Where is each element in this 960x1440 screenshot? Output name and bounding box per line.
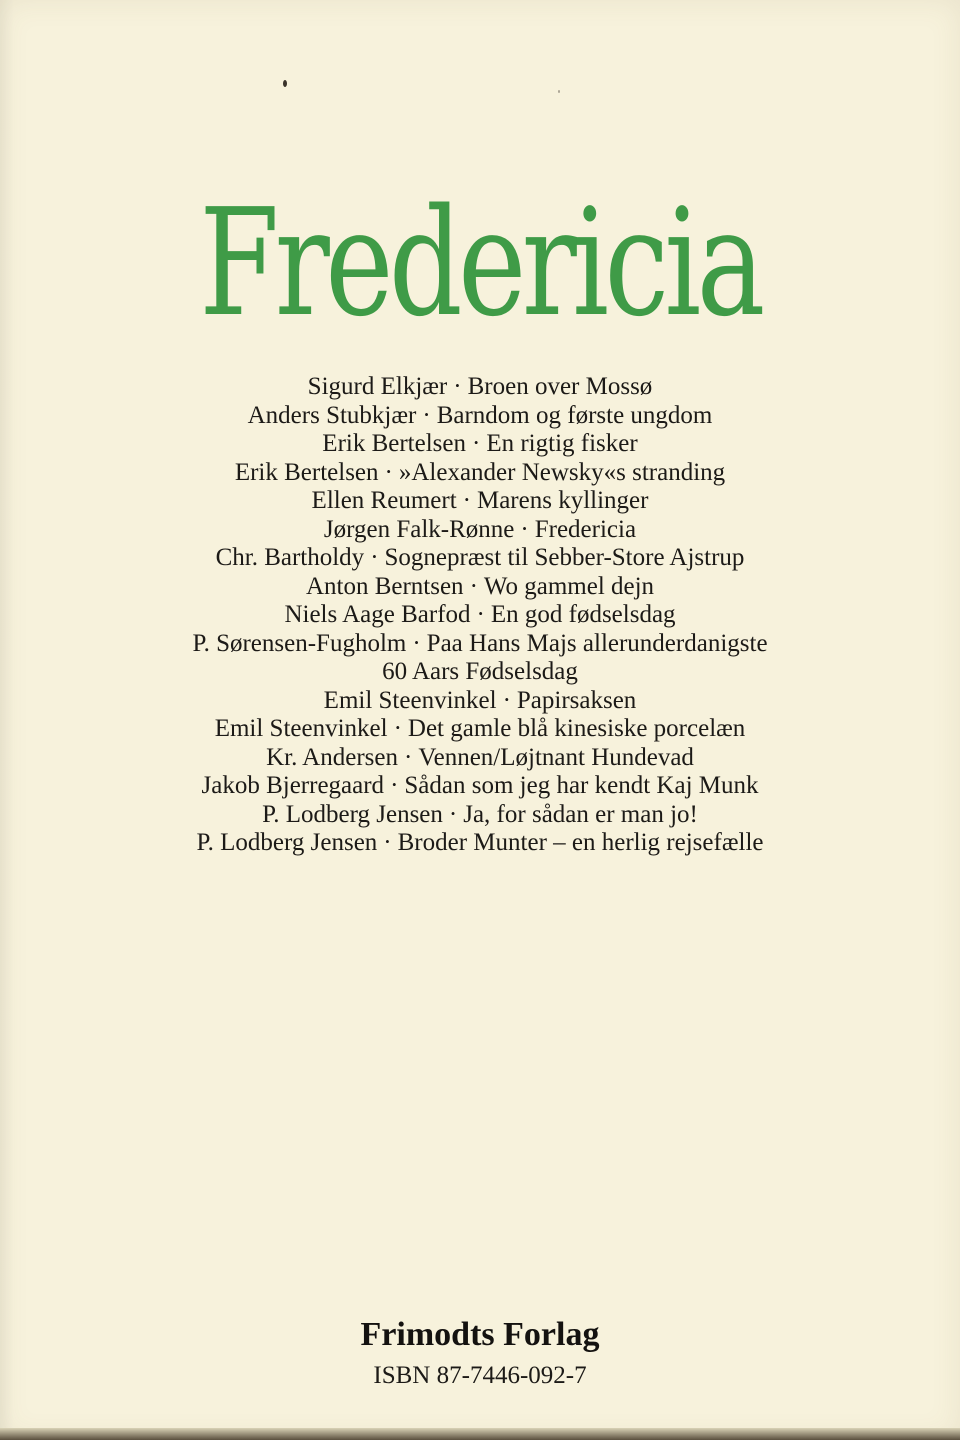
entry-separator: ·	[422, 401, 431, 429]
contents-entry	[0, 430, 960, 459]
entry-separator: ·	[520, 515, 529, 543]
entry-author: Anton Berntsen	[305, 572, 464, 600]
contents-entry	[0, 459, 960, 488]
entry-author: Chr. Bartholdy	[215, 544, 365, 571]
entry-separator: ·	[412, 629, 421, 657]
entry-author: P. Sørensen-Fugholm	[192, 629, 407, 657]
entry-title: »Alexander Newsky«s stranding	[398, 458, 726, 486]
entry-author: Anders Stubkjær	[247, 401, 417, 429]
entry-separator: ·	[383, 829, 392, 856]
entry-title: Paa Hans Majs allerunderdanigste	[426, 629, 768, 657]
contents-entry	[0, 402, 960, 431]
contents-entry	[0, 658, 960, 687]
entry-author: Kr. Andersen	[266, 743, 398, 771]
contents-entry	[0, 516, 960, 545]
entry-title: En god fødselsdag	[490, 601, 676, 628]
entry-author: Emil Steenvinkel	[214, 715, 388, 742]
entry-title: Papirsaksen	[516, 686, 637, 714]
entry-separator: ·	[469, 572, 478, 600]
contents-entry	[0, 601, 960, 630]
entry-title: Marens kyllinger	[476, 487, 649, 514]
entry-separator: ·	[390, 772, 399, 799]
contents-entry	[0, 487, 960, 516]
entry-title: Broder Munter – en herlig rejsefælle	[397, 829, 764, 856]
entry-separator: ·	[393, 715, 402, 742]
entry-author: Niels Aage Barfod	[284, 601, 471, 628]
entry-author: Sigurd Elkjær	[307, 373, 448, 400]
publisher-name: Frimodts Forlag	[360, 1316, 600, 1353]
contents-entry	[0, 687, 960, 716]
contents-entry	[0, 744, 960, 773]
entry-author: Jørgen Falk-Rønne	[323, 515, 515, 543]
entry-author: Ellen Reumert	[311, 487, 457, 514]
contents-entry	[0, 573, 960, 602]
entry-separator: ·	[370, 544, 379, 571]
entry-author: P. Lodberg Jensen	[196, 829, 378, 856]
entry-title: Fredericia	[534, 515, 637, 543]
entry-separator: ·	[462, 487, 471, 514]
entry-title: Broen over Mossø	[467, 373, 653, 400]
contents-entry	[0, 373, 960, 402]
entry-separator: ·	[472, 430, 481, 457]
contents-entry	[0, 801, 960, 830]
entry-separator: ·	[403, 743, 413, 771]
book-title: Fredericia	[199, 177, 761, 349]
paper-speck	[558, 90, 560, 93]
entry-title: Det gamle blå kinesiske porcelæn	[407, 715, 746, 742]
entry-title: Barndom og første ungdom	[436, 401, 713, 429]
contents-entry	[0, 829, 960, 858]
contents-entry	[0, 772, 960, 801]
entry-separator: ·	[448, 800, 458, 828]
entry-separator: ·	[502, 686, 511, 714]
entry-separator: ·	[384, 458, 393, 486]
entry-author: Emil Steenvinkel	[323, 686, 497, 714]
entry-title: Ja, for sådan er man jo!	[463, 800, 698, 828]
cover-bottom-edge	[0, 1428, 960, 1440]
contents-entry	[0, 715, 960, 744]
contents-list	[0, 373, 960, 858]
paper-speck	[283, 80, 287, 87]
entry-title: Sognepræst til Sebber-Store Ajstrup	[384, 544, 745, 571]
entry-author: P. Lodberg Jensen	[262, 800, 443, 828]
contents-entry	[0, 544, 960, 573]
entry-title: Vennen/Løjtnant Hundevad	[418, 743, 694, 771]
entry-title: 60 Aars Fødselsdag	[382, 658, 578, 685]
entry-author: Erik Bertelsen	[234, 458, 379, 486]
entry-separator: ·	[476, 601, 485, 628]
entry-separator: ·	[453, 373, 462, 400]
entry-title: En rigtig fisker	[486, 430, 638, 457]
entry-title: Wo gammel dejn	[483, 572, 655, 600]
contents-entry	[0, 630, 960, 659]
entry-title: Sådan som jeg har kendt Kaj Munk	[404, 772, 759, 799]
entry-author: Jakob Bjerregaard	[201, 772, 385, 799]
entry-author: Erik Bertelsen	[322, 430, 466, 457]
isbn-number: ISBN 87-7446-092-7	[373, 1362, 587, 1389]
